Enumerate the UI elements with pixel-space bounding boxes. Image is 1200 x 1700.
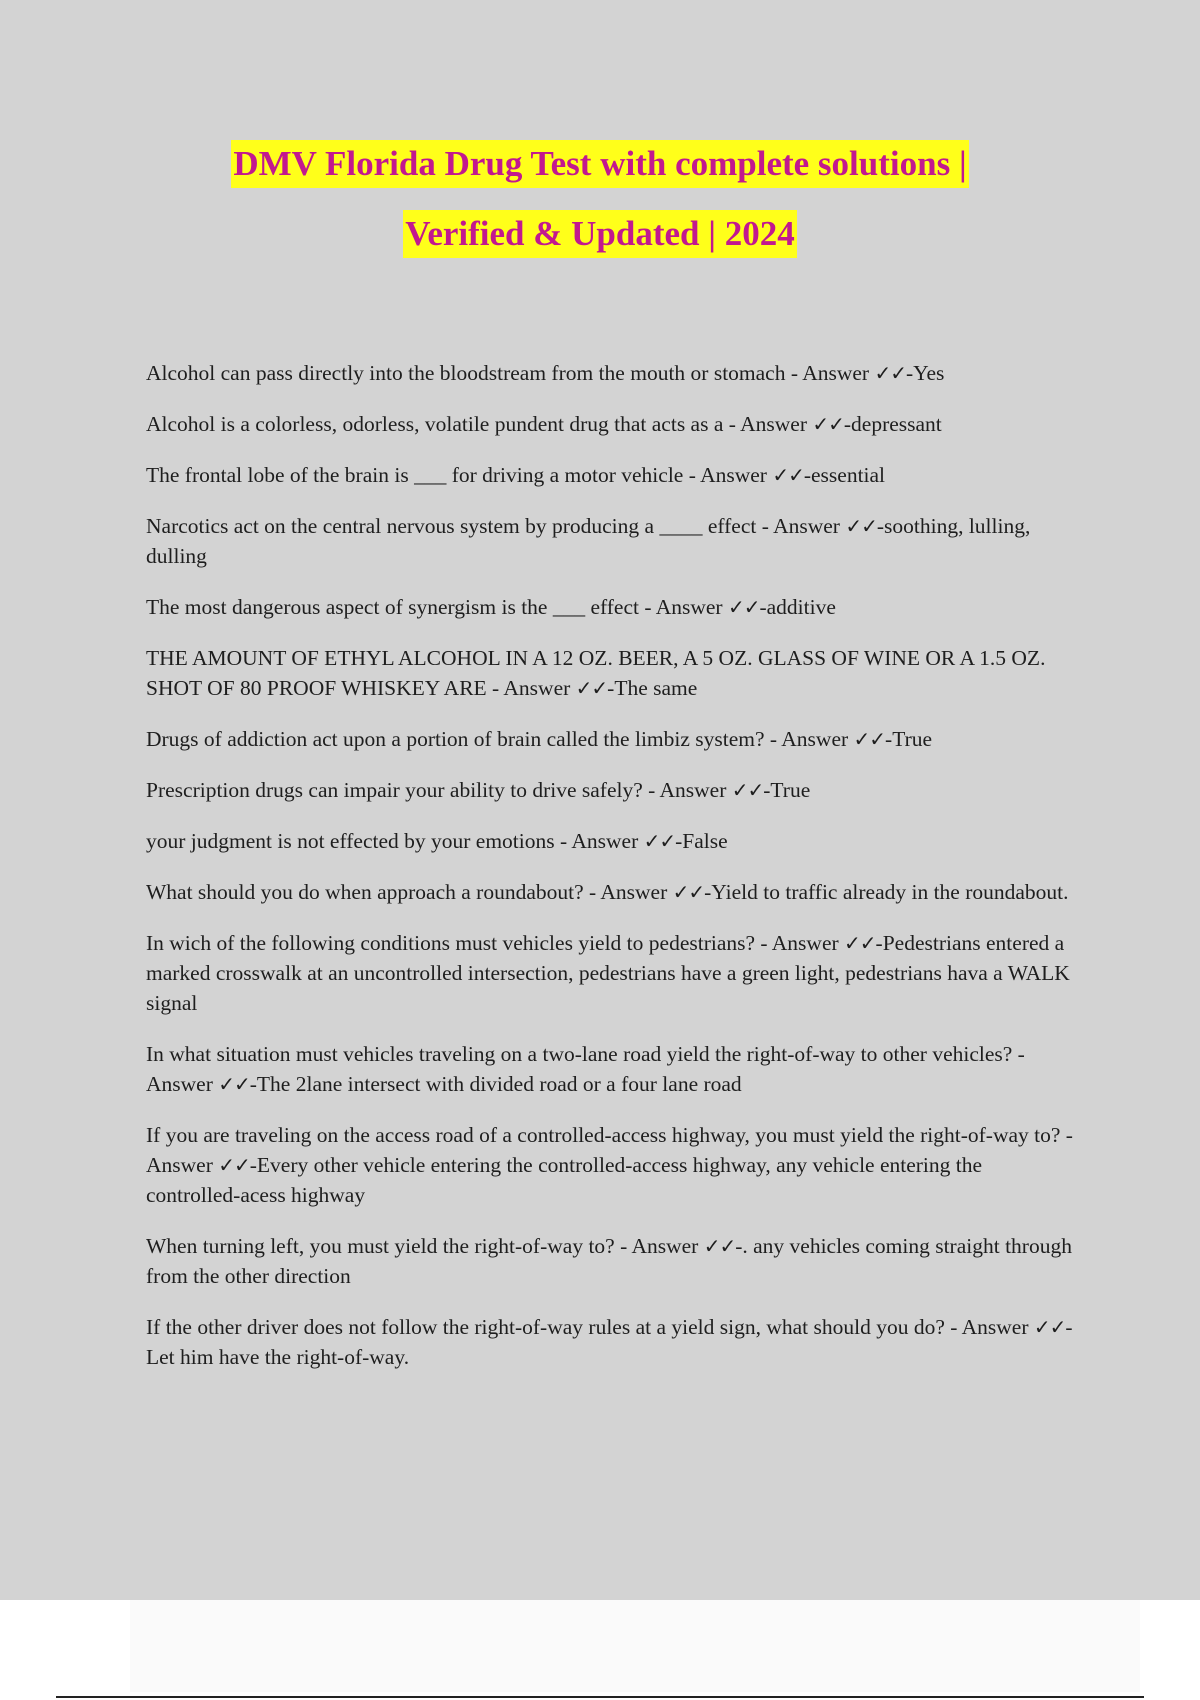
- answer-label: Answer: [655, 595, 728, 619]
- qa-item: [146, 928, 1081, 1018]
- qa-item: [146, 409, 1081, 439]
- double-check-icon: ✓✓: [672, 880, 705, 904]
- double-check-icon: ✓✓: [727, 595, 760, 619]
- document-title: [0, 140, 1200, 258]
- double-check-icon: ✓✓: [643, 829, 676, 853]
- question-text: Alcohol can pass directly into the bloodstream from the mouth or stomach -: [146, 361, 803, 385]
- answer-label: Answer: [781, 727, 854, 751]
- double-check-icon: ✓✓: [1033, 1315, 1066, 1339]
- double-check-icon: ✓✓: [874, 361, 906, 385]
- answer-text: -additive: [759, 595, 836, 619]
- answer-text: -True: [885, 727, 933, 751]
- answer-label: Answer: [631, 1234, 704, 1258]
- qa-item: [146, 1312, 1081, 1372]
- answer-text: -essential: [803, 463, 886, 487]
- answer-text: -False: [675, 829, 728, 853]
- answer-text: -True: [763, 778, 811, 802]
- answer-label: Answer: [146, 1072, 219, 1096]
- qa-item: [146, 877, 1081, 907]
- qa-item: [146, 724, 1081, 754]
- question-text: In wich of the following conditions must vehicles yield to pedestrians? -: [146, 931, 772, 955]
- double-check-icon: ✓✓: [218, 1072, 250, 1096]
- qa-item: [146, 826, 1081, 856]
- qa-item: [146, 1039, 1081, 1099]
- answer-label: Answer: [771, 931, 845, 955]
- double-check-icon: ✓✓: [218, 1153, 250, 1177]
- qa-item: [146, 1231, 1081, 1291]
- answer-label: Answer: [600, 880, 673, 904]
- answer-text: -Yes: [905, 361, 945, 385]
- qa-item: [146, 358, 1081, 388]
- double-check-icon: ✓✓: [703, 1234, 736, 1258]
- answer-label: Answer: [773, 514, 846, 538]
- answer-text: -The same: [607, 676, 698, 700]
- question-text: your judgment is not effected by your emotions -: [146, 829, 572, 853]
- answer-label: Answer: [503, 676, 576, 700]
- page-bottom-area: [0, 1600, 1200, 1700]
- double-check-icon: ✓✓: [845, 514, 877, 538]
- answer-label: Answer: [961, 1315, 1034, 1339]
- double-check-icon: ✓✓: [731, 778, 764, 802]
- question-text: The frontal lobe of the brain is ___ for driving a motor vehicle -: [146, 463, 701, 487]
- answer-text: -depressant: [843, 412, 942, 436]
- answer-text: -. any vehicles coming straight through from the other direction: [146, 1234, 1072, 1288]
- qa-item: [146, 643, 1081, 703]
- double-check-icon: ✓✓: [844, 931, 876, 955]
- footer-panel: [130, 1600, 1140, 1692]
- double-check-icon: ✓✓: [853, 727, 886, 751]
- answer-label: Answer: [659, 778, 732, 802]
- double-check-icon: ✓✓: [772, 463, 804, 487]
- answer-text: -Pedestrians entered a marked crosswalk at an uncontrolled intersection, pedestrians have a green light, pedestrians hava a WALK signal: [146, 931, 1070, 1015]
- qa-item: [146, 592, 1081, 622]
- question-text: Prescription drugs can impair your ability to drive safely? -: [146, 778, 660, 802]
- question-text: If the other driver does not follow the right-of-way rules at a yield sign, what should you do? -: [146, 1315, 962, 1339]
- question-text: Drugs of addiction act upon a portion of brain called the limbiz system? -: [146, 727, 782, 751]
- answer-label: Answer: [700, 463, 773, 487]
- question-text: The most dangerous aspect of synergism is the ___ effect -: [146, 595, 656, 619]
- answer-text: -soothing, lulling, dulling: [146, 514, 1031, 568]
- question-text: What should you do when approach a roundabout? -: [146, 880, 601, 904]
- answer-text: -The 2lane intersect with divided road or a four lane road: [249, 1072, 742, 1096]
- qa-item: [146, 460, 1081, 490]
- title-line-1: DMV Florida Drug Test with complete solutions |: [231, 140, 968, 188]
- question-text: Narcotics act on the central nervous system by producing a ____ effect -: [146, 514, 774, 538]
- answer-text: -Yield to traffic already in the roundabout.: [704, 880, 1069, 904]
- question-text: THE AMOUNT OF ETHYL ALCOHOL IN A 12 OZ. BEER, A 5 OZ. GLASS OF WINE OR A 1.5 OZ. SHOT OF 80 PROOF WHISKEY ARE -: [146, 646, 1046, 700]
- answer-label: Answer: [740, 412, 813, 436]
- double-check-icon: ✓✓: [575, 676, 608, 700]
- question-text: In what situation must vehicles traveling on a two-lane road yield the right-of-way to other vehicles? -: [146, 1042, 1025, 1066]
- qa-item: [146, 511, 1081, 571]
- question-text: Alcohol is a colorless, odorless, volatile pundent drug that acts as a -: [146, 412, 741, 436]
- qa-list: [146, 358, 1081, 1393]
- question-text: If you are traveling on the access road of a controlled-access highway, you must yield the right-of-way to? -: [146, 1123, 1073, 1147]
- title-line-2: Verified & Updated | 2024: [403, 210, 796, 258]
- qa-item: [146, 1120, 1081, 1210]
- footer-divider: [56, 1696, 1144, 1698]
- answer-label: Answer: [571, 829, 644, 853]
- answer-label: Answer: [802, 361, 875, 385]
- qa-item: [146, 775, 1081, 805]
- answer-text: -Every other vehicle entering the controlled-access highway, any vehicle entering the controlled-acess highway: [146, 1153, 983, 1207]
- answer-label: Answer: [146, 1153, 219, 1177]
- question-text: When turning left, you must yield the right-of-way to? -: [146, 1234, 632, 1258]
- double-check-icon: ✓✓: [812, 412, 844, 436]
- answer-text: -Let him have the right-of-way.: [146, 1315, 1073, 1369]
